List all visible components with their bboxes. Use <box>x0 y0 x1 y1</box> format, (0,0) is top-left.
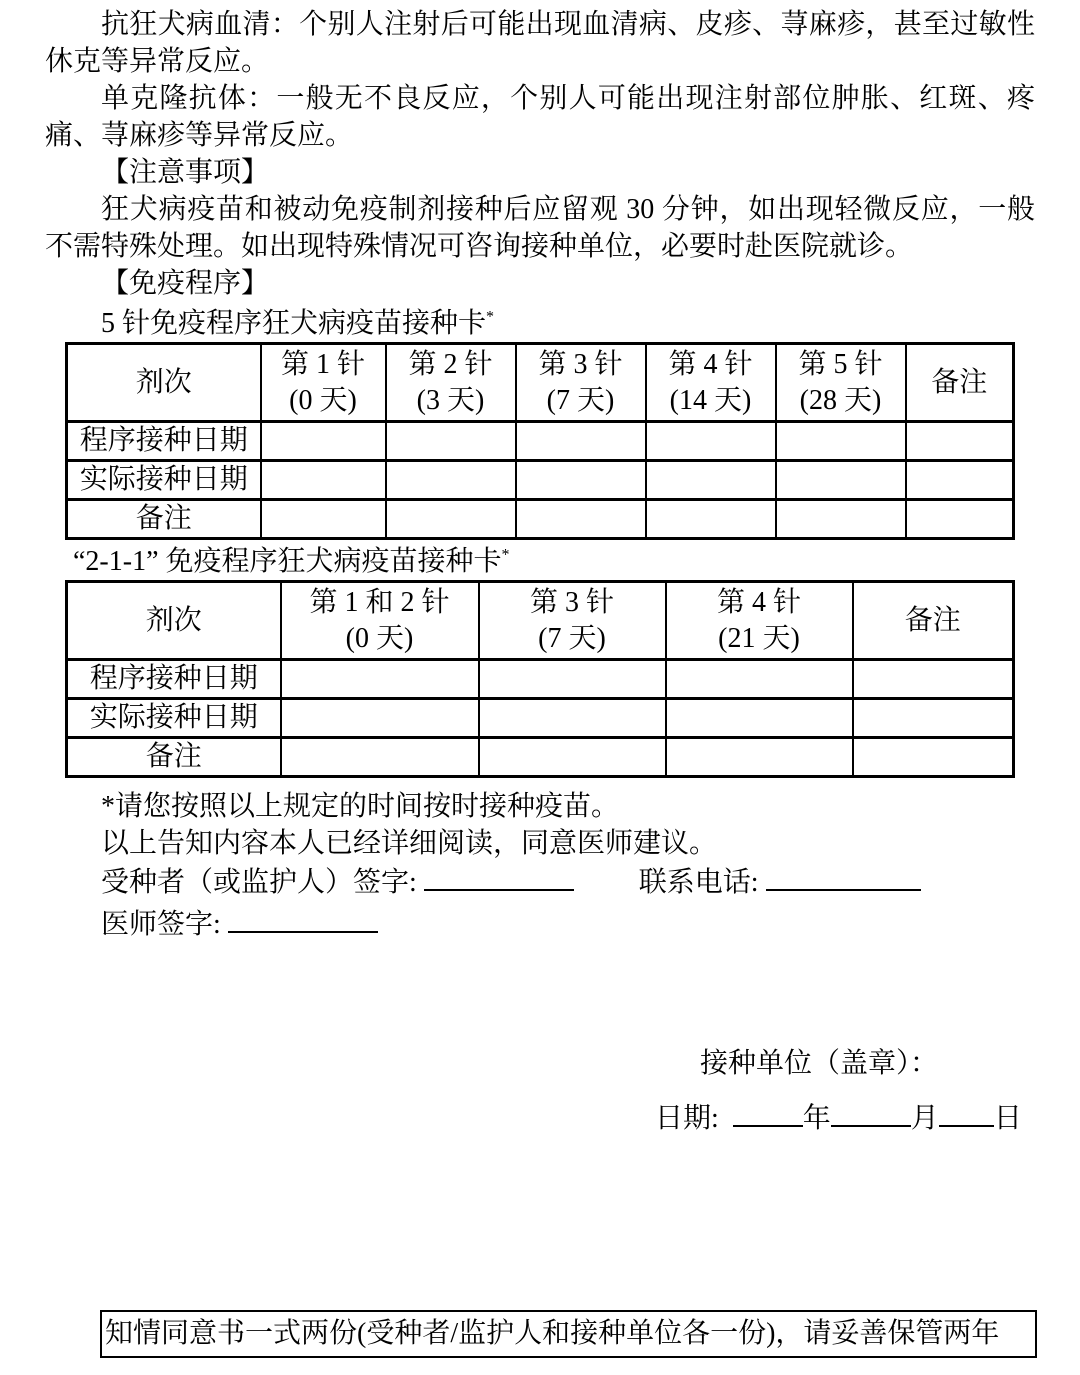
date-line <box>655 1100 1035 1137</box>
paragraph-monoclonal-reactions: 单克隆抗体：一般无不良反应，个别人可能出现注射部位肿胀、红斑、疼痛、荨麻疹等异常反应。 <box>45 83 1035 151</box>
dose5-header-cell <box>776 344 906 422</box>
dose1and2-day: (0 天) <box>345 622 414 654</box>
actual-date-row <box>67 461 1014 500</box>
five-dose-table-title-text: 5 针免疫程序狂犬病疫苗接种卡 <box>101 308 487 339</box>
day-label: 日 <box>993 1103 1022 1134</box>
scheduled-date-row <box>67 660 1014 699</box>
blank-cell[interactable] <box>479 660 666 699</box>
stamp-and-date-block <box>655 1045 1035 1137</box>
blank-cell[interactable] <box>479 699 666 738</box>
recipient-signature-field[interactable] <box>424 867 574 891</box>
year-label: 年 <box>802 1103 831 1134</box>
row-label-remark: 备注 <box>67 500 261 539</box>
dose4-day: (21 天) <box>718 622 800 654</box>
dose4-name: 第 4 针 <box>668 348 753 380</box>
two-one-one-table-title-text: “2-1-1” 免疫程序狂犬病疫苗接种卡 <box>73 546 502 577</box>
month-field[interactable] <box>831 1103 911 1127</box>
five-dose-schedule-table <box>65 342 1015 540</box>
two-one-one-schedule-table <box>65 580 1015 778</box>
blank-cell[interactable] <box>853 738 1014 777</box>
doctor-signature-field[interactable] <box>228 909 378 933</box>
dose3-day: (7 天) <box>538 622 606 654</box>
row-label-scheduled-date: 程序接种日期 <box>67 422 261 461</box>
table-header-row <box>67 344 1014 422</box>
dose4-name: 第 4 针 <box>716 586 801 618</box>
row-label-scheduled-date: 程序接种日期 <box>67 660 281 699</box>
blank-cell[interactable] <box>516 422 646 461</box>
blank-cell[interactable] <box>261 422 386 461</box>
year-field[interactable] <box>733 1103 803 1127</box>
dose5-name: 第 5 针 <box>798 348 883 380</box>
immunization-schedule-heading: 【免疫程序】 <box>101 268 270 299</box>
blank-cell[interactable] <box>479 738 666 777</box>
dose2-day: (3 天) <box>416 384 485 416</box>
precautions-heading: 【注意事项】 <box>101 157 270 188</box>
remark-row <box>67 500 1014 539</box>
consent-confirmation-text: 以上告知内容本人已经详细阅读，同意医师建议。 <box>101 828 718 859</box>
vaccination-unit-stamp-label: 接种单位（盖章）： <box>700 1048 939 1079</box>
actual-date-row <box>67 699 1014 738</box>
blank-cell[interactable] <box>281 738 479 777</box>
table-header-row <box>67 582 1014 660</box>
blank-cell[interactable] <box>386 500 516 539</box>
paragraph-precautions-body: 狂犬病疫苗和被动免疫制剂接种后应留观 30 分钟，如出现轻微反应，一般不需特殊处理。如出现特殊情况可咨询接种单位，必要时赴医院就诊。 <box>45 194 1035 262</box>
blank-cell[interactable] <box>666 660 853 699</box>
blank-cell[interactable] <box>776 500 906 539</box>
dose3-day: (7 天) <box>546 384 615 416</box>
blank-cell[interactable] <box>776 461 906 500</box>
dose1and2-header-cell <box>281 582 479 660</box>
scheduled-date-row <box>67 422 1014 461</box>
dose1-header-cell <box>261 344 386 422</box>
blank-cell[interactable] <box>666 738 853 777</box>
retention-notice-text: 知情同意书一式两份(受种者/监护人和接种单位各一份)，请妥善保管两年 <box>105 1318 1000 1349</box>
dose5-day: (28 天) <box>799 384 882 416</box>
blank-cell[interactable] <box>386 422 516 461</box>
day-field[interactable] <box>939 1103 994 1127</box>
row-label-actual-date: 实际接种日期 <box>67 461 261 500</box>
blank-cell[interactable] <box>261 461 386 500</box>
remark-row <box>67 738 1014 777</box>
blank-cell[interactable] <box>776 422 906 461</box>
two-one-one-table-title <box>45 543 1035 580</box>
timing-footnote: *请您按照以上规定的时间按时接种疫苗。 <box>101 791 620 822</box>
blank-cell[interactable] <box>646 422 776 461</box>
dose3-name: 第 3 针 <box>538 348 623 380</box>
dose4-header-cell <box>666 582 853 660</box>
blank-cell[interactable] <box>853 699 1014 738</box>
dose3-header-cell <box>479 582 666 660</box>
blank-cell[interactable] <box>516 461 646 500</box>
month-label: 月 <box>910 1103 939 1134</box>
dose4-header-cell <box>646 344 776 422</box>
dose2-name: 第 2 针 <box>408 348 493 380</box>
blank-cell[interactable] <box>906 422 1014 461</box>
blank-cell[interactable] <box>281 660 479 699</box>
phone-field[interactable] <box>766 867 921 891</box>
row-label-remark: 备注 <box>67 738 281 777</box>
dose3-name: 第 3 针 <box>529 586 614 618</box>
dose-label-cell: 剂次 <box>67 582 281 660</box>
blank-cell[interactable] <box>906 500 1014 539</box>
blank-cell[interactable] <box>386 461 516 500</box>
footnote-marker: * <box>501 546 510 564</box>
dose-label-cell: 剂次 <box>67 344 261 422</box>
paragraph-serum-reactions: 抗狂犬病血清：个别人注射后可能出现血清病、皮疹、荨麻疹，甚至过敏性休克等异常反应。 <box>45 9 1035 77</box>
footnote-marker: * <box>486 308 495 326</box>
doctor-signature-line <box>45 904 1035 946</box>
date-label: 日期: <box>655 1103 719 1134</box>
remark-header-cell: 备注 <box>853 582 1014 660</box>
recipient-signature-line <box>45 862 1035 904</box>
blank-cell[interactable] <box>516 500 646 539</box>
five-dose-table-title <box>45 305 1035 342</box>
dose1-day: (0 天) <box>289 384 357 416</box>
remark-header-cell: 备注 <box>906 344 1014 422</box>
blank-cell[interactable] <box>261 500 386 539</box>
blank-cell[interactable] <box>281 699 479 738</box>
dose4-day: (14 天) <box>669 384 752 416</box>
blank-cell[interactable] <box>853 660 1014 699</box>
doctor-signature-label: 医师签字: <box>101 909 221 940</box>
row-label-actual-date: 实际接种日期 <box>67 699 281 738</box>
blank-cell[interactable] <box>906 461 1014 500</box>
dose1and2-name: 第 1 和 2 针 <box>309 586 450 618</box>
blank-cell[interactable] <box>646 461 776 500</box>
dose3-header-cell <box>516 344 646 422</box>
retention-notice-box <box>100 1310 1037 1358</box>
phone-label: 联系电话: <box>638 867 759 898</box>
dose1-name: 第 1 针 <box>280 348 365 380</box>
recipient-signature-label: 受种者（或监护人）签字: <box>101 867 417 898</box>
blank-cell[interactable] <box>666 699 853 738</box>
blank-cell[interactable] <box>646 500 776 539</box>
dose2-header-cell <box>386 344 516 422</box>
